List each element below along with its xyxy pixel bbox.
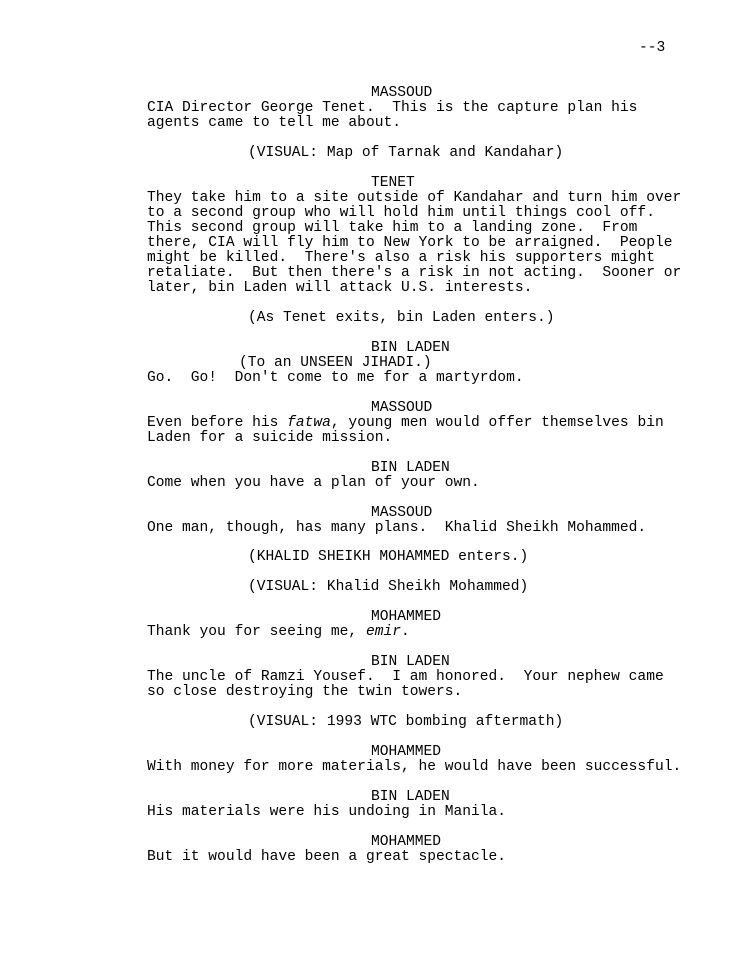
dialogue-line: Thank you for seeing me, emir. bbox=[147, 624, 410, 640]
character-name: BIN LADEN bbox=[371, 340, 450, 356]
script-block bbox=[147, 715, 727, 730]
character-name: MASSOUD bbox=[371, 505, 433, 521]
stage-direction: (VISUAL: Khalid Sheikh Mohammed) bbox=[248, 579, 529, 595]
italic-term: emir bbox=[365, 624, 401, 640]
dialogue-line: there, CIA will fly him to New York to be arraigned. People bbox=[147, 235, 673, 251]
script-block bbox=[147, 461, 727, 491]
stage-direction: (As Tenet exits, bin Laden enters.) bbox=[248, 310, 555, 326]
script-block bbox=[147, 86, 727, 131]
dialogue-line: But it would have been a great spectacle. bbox=[147, 849, 507, 865]
dialogue-line: might be killed. There's also a risk his supporters might bbox=[147, 250, 655, 266]
stage-direction: (KHALID SHEIKH MOHAMMED enters.) bbox=[248, 549, 529, 565]
dialogue-line: This second group will take him to a landing zone. From bbox=[147, 220, 638, 236]
script-block bbox=[147, 146, 727, 161]
script-block bbox=[147, 655, 727, 700]
character-name: MASSOUD bbox=[371, 85, 433, 101]
script-block bbox=[147, 506, 727, 536]
dialogue-line: agents came to tell me about. bbox=[147, 115, 401, 131]
character-name: MOHAMMED bbox=[371, 609, 442, 625]
dialogue-line: Laden for a suicide mission. bbox=[147, 430, 393, 446]
dialogue-line: His materials were his undoing in Manila. bbox=[147, 804, 507, 820]
script-block bbox=[147, 610, 727, 640]
dialogue-line: retaliate. But then there's a risk in not acting. Sooner or bbox=[147, 265, 682, 281]
dialogue-line: to a second group who will hold him until things cool off. bbox=[147, 205, 655, 221]
character-name: MOHAMMED bbox=[371, 744, 442, 760]
page-number: --3 bbox=[639, 40, 666, 56]
italic-term: fatwa bbox=[287, 415, 331, 431]
dialogue-line: Go. Go! Don't come to me for a martyrdom. bbox=[147, 370, 524, 386]
character-name: BIN LADEN bbox=[371, 789, 450, 805]
character-name: BIN LADEN bbox=[371, 460, 450, 476]
character-name: TENET bbox=[371, 175, 415, 191]
stage-direction: (VISUAL: 1993 WTC bombing aftermath) bbox=[248, 714, 564, 730]
character-name: MASSOUD bbox=[371, 400, 433, 416]
dialogue-line: later, bin Laden will attack U.S. interests. bbox=[147, 280, 533, 296]
character-name: BIN LADEN bbox=[371, 654, 450, 670]
script-block bbox=[147, 745, 727, 775]
script-block bbox=[147, 311, 727, 326]
dialogue-line: Even before his fatwa, young men would offer themselves bin bbox=[147, 415, 664, 431]
script-block bbox=[147, 550, 727, 565]
dialogue-line: so close destroying the twin towers. bbox=[147, 684, 463, 700]
script-block bbox=[147, 835, 727, 865]
dialogue-line: CIA Director George Tenet. This is the capture plan his bbox=[147, 100, 638, 116]
character-name: MOHAMMED bbox=[371, 834, 442, 850]
dialogue-line: They take him to a site outside of Kandahar and turn him over bbox=[147, 190, 682, 206]
script-block bbox=[147, 401, 727, 446]
dialogue-line: Come when you have a plan of your own. bbox=[147, 475, 480, 491]
script-block bbox=[147, 790, 727, 820]
dialogue-line: The uncle of Ramzi Yousef. I am honored. Your nephew came bbox=[147, 669, 664, 685]
script-block bbox=[147, 580, 727, 595]
dialogue-line: With money for more materials, he would have been successful. bbox=[147, 759, 682, 775]
stage-direction: (VISUAL: Map of Tarnak and Kandahar) bbox=[248, 145, 564, 161]
dialogue-line: One man, though, has many plans. Khalid Sheikh Mohammed. bbox=[147, 520, 647, 536]
script-block bbox=[147, 341, 727, 386]
parenthetical: (To an UNSEEN JIHADI.) bbox=[239, 355, 432, 371]
script-block bbox=[147, 176, 727, 296]
